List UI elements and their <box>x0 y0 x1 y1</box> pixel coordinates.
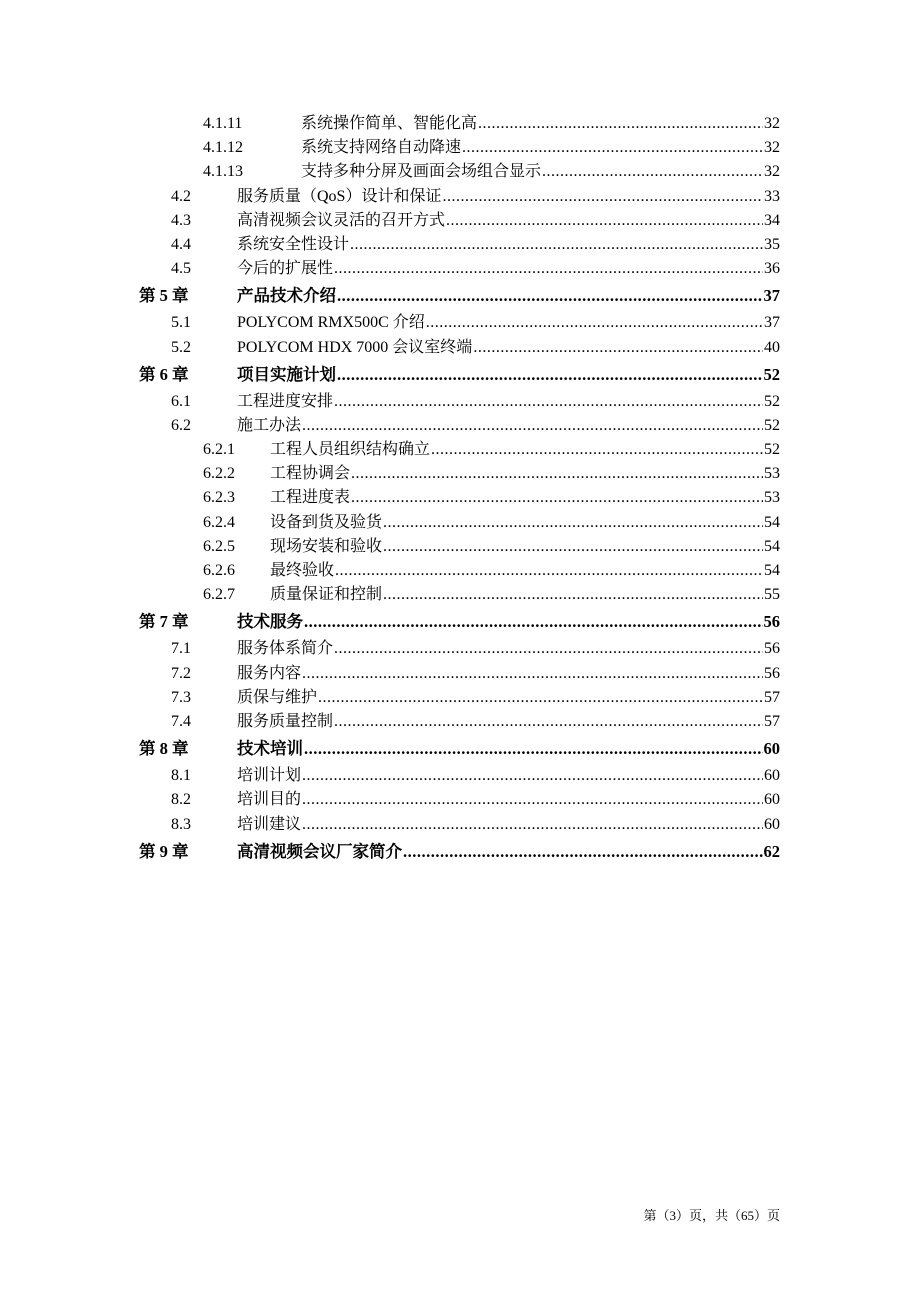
toc-entry-page: 37 <box>763 286 780 306</box>
toc-entry-number: 7.3 <box>171 688 191 706</box>
toc-entry-page: 57 <box>764 712 780 730</box>
toc-dot-leader <box>302 813 763 837</box>
toc-entry-page: 35 <box>764 235 780 253</box>
toc-entry-body <box>301 112 780 136</box>
toc-entry-page: 54 <box>764 562 780 579</box>
toc-entry-page: 54 <box>764 513 780 531</box>
toc-entry-title: 质量保证和控制 <box>270 586 383 604</box>
toc-entry-title: 培训建议 <box>237 815 302 833</box>
toc-entry-number: 5.2 <box>171 338 191 356</box>
toc-entry-title: 服务质量（QoS）设计和保证 <box>237 187 442 205</box>
toc-chapter-entry[interactable] <box>0 607 920 637</box>
toc-entry-page: 52 <box>763 364 780 384</box>
toc-entry-page: 60 <box>764 767 780 785</box>
toc-entry-body <box>270 462 780 486</box>
toc-entry-body <box>237 637 780 661</box>
toc-entry-title: POLYCOM HDX 7000 会议室终端 <box>237 338 473 356</box>
toc-entry-page: 56 <box>763 612 780 632</box>
toc-entry-number: 4.2 <box>171 187 191 205</box>
toc-entry-body <box>237 360 780 390</box>
toc-entry-number: 7.4 <box>171 712 191 730</box>
toc-entry-body <box>237 837 780 867</box>
toc-entry-title: 产品技术介绍 <box>237 286 336 306</box>
toc-dot-leader <box>302 788 763 812</box>
toc-entry-page: 53 <box>764 465 780 483</box>
toc-entry-title: 服务体系简介 <box>237 640 334 658</box>
toc-entry-page: 60 <box>763 739 780 759</box>
toc-entry[interactable] <box>0 637 920 661</box>
toc-entry-title: 系统支持网络自动降速 <box>301 139 462 157</box>
toc-entry-body <box>237 336 780 360</box>
toc-entry-number: 6.2.5 <box>203 537 235 555</box>
toc-entry-page: 33 <box>764 187 780 205</box>
toc-entry-title: 高清视频会议厂家简介 <box>237 841 402 861</box>
toc-entry-page: 32 <box>764 163 780 181</box>
toc-entry-page: 52 <box>764 392 780 410</box>
toc-dot-leader <box>335 559 763 583</box>
toc-entry-body <box>301 136 780 160</box>
toc-entry-page: 56 <box>764 640 780 658</box>
toc-entry-number: 4.1.13 <box>203 163 243 181</box>
toc-entry-page: 56 <box>764 664 780 682</box>
toc-chapter-entry[interactable] <box>0 734 920 764</box>
toc-entry[interactable] <box>0 136 920 160</box>
toc-entry-number: 6.2 <box>171 416 191 434</box>
toc-entry[interactable] <box>0 462 920 486</box>
toc-dot-leader <box>431 438 763 462</box>
toc-entry-page: 40 <box>764 338 780 356</box>
toc-entry-number: 第 9 章 <box>139 841 189 861</box>
toc-entry-page: 54 <box>764 537 780 555</box>
toc-entry[interactable] <box>0 662 920 686</box>
toc-entry-body <box>270 583 780 607</box>
toc-entry-number: 6.2.6 <box>203 562 235 579</box>
toc-dot-leader <box>383 535 763 559</box>
toc-entry[interactable] <box>0 233 920 257</box>
toc-entry-body <box>237 734 780 764</box>
toc-entry-page: 52 <box>764 441 780 459</box>
toc-entry-title: 培训目的 <box>237 791 302 809</box>
toc-entry-number: 4.5 <box>171 260 191 278</box>
toc-dot-leader <box>350 233 763 257</box>
toc-entry[interactable] <box>0 559 920 583</box>
toc-entry[interactable] <box>0 336 920 360</box>
table-of-contents <box>0 112 920 867</box>
toc-entry[interactable] <box>0 813 920 837</box>
toc-entry-page: 60 <box>764 815 780 833</box>
toc-dot-leader <box>542 160 763 184</box>
toc-entry-body <box>270 559 780 583</box>
toc-entry-page: 62 <box>763 841 780 861</box>
toc-entry-title: 高清视频会议灵活的召开方式 <box>237 211 446 229</box>
toc-dot-leader <box>334 710 763 734</box>
toc-dot-leader <box>334 390 763 414</box>
toc-entry-title: 系统操作简单、智能化高 <box>301 115 478 132</box>
toc-dot-leader <box>304 607 763 637</box>
toc-entry-title: 施工办法 <box>237 416 302 434</box>
toc-entry-number: 6.2.2 <box>203 465 235 483</box>
toc-entry-number: 第 5 章 <box>139 286 189 306</box>
toc-entry-number: 6.1 <box>171 392 191 410</box>
toc-entry-page: 60 <box>764 791 780 809</box>
toc-entry-number: 4.3 <box>171 211 191 229</box>
toc-entry-number: 8.1 <box>171 767 191 785</box>
toc-entry-body <box>237 390 780 414</box>
toc-chapter-entry[interactable] <box>0 281 920 311</box>
toc-entry-body <box>237 764 780 788</box>
toc-entry[interactable] <box>0 390 920 414</box>
toc-entry-title: 工程进度安排 <box>237 392 334 410</box>
toc-entry-title: 服务质量控制 <box>237 712 334 730</box>
toc-dot-leader <box>302 662 763 686</box>
toc-entry-title: 工程协调会 <box>270 465 351 483</box>
toc-entry-title: 项目实施计划 <box>237 364 336 384</box>
toc-entry[interactable] <box>0 486 920 510</box>
toc-entry-body <box>237 281 780 311</box>
toc-entry-page: 57 <box>764 688 780 706</box>
toc-entry-number: 第 8 章 <box>139 739 189 759</box>
toc-entry-number: 6.2.7 <box>203 586 235 604</box>
page-footer: 第（3）页，共（65）页 <box>643 1208 780 1223</box>
toc-entry-title: 今后的扩展性 <box>237 260 334 278</box>
toc-dot-leader <box>478 112 763 136</box>
toc-entry-body <box>237 686 780 710</box>
toc-entry-body <box>237 710 780 734</box>
toc-entry-page: 53 <box>764 489 780 507</box>
toc-dot-leader <box>351 462 763 486</box>
toc-entry[interactable] <box>0 710 920 734</box>
toc-entry-page: 55 <box>764 586 780 604</box>
toc-entry-title: 现场安装和验收 <box>270 537 383 555</box>
toc-entry-page: 32 <box>764 115 780 132</box>
toc-entry-body <box>237 788 780 812</box>
toc-dot-leader <box>446 209 763 233</box>
toc-entry-page: 52 <box>764 416 780 434</box>
toc-entry-title: 支持多种分屏及画面会场组合显示 <box>301 163 542 181</box>
toc-entry[interactable] <box>0 185 920 209</box>
toc-dot-leader <box>403 837 763 867</box>
toc-entry[interactable] <box>0 112 920 136</box>
toc-entry-number: 8.2 <box>171 791 191 809</box>
toc-dot-leader <box>318 686 763 710</box>
toc-entry-title: 工程人员组织结构确立 <box>270 441 431 459</box>
toc-entry-title: 技术服务 <box>237 612 303 632</box>
toc-entry-title: POLYCOM RMX500C 介绍 <box>237 314 425 332</box>
toc-dot-leader <box>334 637 763 661</box>
toc-dot-leader <box>302 764 763 788</box>
toc-entry-body <box>237 414 780 438</box>
toc-entry-number: 7.2 <box>171 664 191 682</box>
toc-entry-number: 5.1 <box>171 314 191 332</box>
toc-entry-title: 设备到货及验货 <box>270 513 383 531</box>
toc-entry-number: 第 6 章 <box>139 364 189 384</box>
toc-entry[interactable] <box>0 160 920 184</box>
toc-entry-title: 技术培训 <box>237 739 303 759</box>
toc-entry-page: 32 <box>764 139 780 157</box>
toc-dot-leader <box>442 185 763 209</box>
toc-entry-title: 工程进度表 <box>270 489 351 507</box>
toc-entry-body <box>237 813 780 837</box>
toc-dot-leader <box>426 311 763 335</box>
toc-entry-number: 6.2.3 <box>203 489 235 507</box>
toc-entry-title: 质保与维护 <box>237 688 318 706</box>
toc-dot-leader <box>351 486 763 510</box>
toc-entry-title: 培训计划 <box>237 767 302 785</box>
toc-entry-body <box>270 535 780 559</box>
toc-entry[interactable] <box>0 583 920 607</box>
toc-entry-title: 系统安全性设计 <box>237 235 350 253</box>
toc-dot-leader <box>383 511 763 535</box>
toc-entry-body <box>270 438 780 462</box>
toc-entry[interactable] <box>0 414 920 438</box>
toc-entry-body <box>237 607 780 637</box>
toc-entry[interactable] <box>0 686 920 710</box>
toc-entry-number: 4.1.12 <box>203 139 243 157</box>
toc-entry[interactable] <box>0 535 920 559</box>
toc-entry-body <box>237 233 780 257</box>
toc-dot-leader <box>337 281 763 311</box>
toc-entry-body <box>237 311 780 335</box>
toc-entry[interactable] <box>0 209 920 233</box>
toc-entry[interactable] <box>0 764 920 788</box>
toc-entry-number: 4.4 <box>171 235 191 253</box>
toc-entry-body <box>270 511 780 535</box>
toc-entry-number: 6.2.4 <box>203 513 235 531</box>
toc-entry-body <box>237 257 780 281</box>
toc-entry-body <box>237 209 780 233</box>
toc-dot-leader <box>304 734 763 764</box>
toc-entry-number: 4.1.11 <box>203 115 243 132</box>
toc-entry[interactable] <box>0 511 920 535</box>
toc-entry[interactable] <box>0 788 920 812</box>
toc-dot-leader <box>473 336 763 360</box>
toc-entry-body <box>237 662 780 686</box>
toc-chapter-entry[interactable] <box>0 360 920 390</box>
toc-dot-leader <box>334 257 763 281</box>
toc-entry-title: 最终验收 <box>270 562 335 579</box>
toc-dot-leader <box>383 583 763 607</box>
toc-entry-number: 8.3 <box>171 815 191 833</box>
toc-entry-page: 36 <box>764 260 780 278</box>
toc-dot-leader <box>337 360 763 390</box>
toc-entry[interactable] <box>0 438 920 462</box>
toc-dot-leader <box>302 414 763 438</box>
toc-entry-number: 7.1 <box>171 640 191 658</box>
toc-chapter-entry[interactable] <box>0 837 920 867</box>
toc-entry[interactable] <box>0 257 920 281</box>
toc-entry-page: 34 <box>764 211 780 229</box>
toc-entry-body <box>237 185 780 209</box>
toc-entry-number: 第 7 章 <box>139 612 189 632</box>
toc-entry-number: 6.2.1 <box>203 441 235 459</box>
toc-entry-page: 37 <box>764 314 780 332</box>
toc-entry[interactable] <box>0 311 920 335</box>
toc-entry-body <box>301 160 780 184</box>
toc-entry-title: 服务内容 <box>237 664 302 682</box>
toc-dot-leader <box>462 136 763 160</box>
toc-entry-body <box>270 486 780 510</box>
